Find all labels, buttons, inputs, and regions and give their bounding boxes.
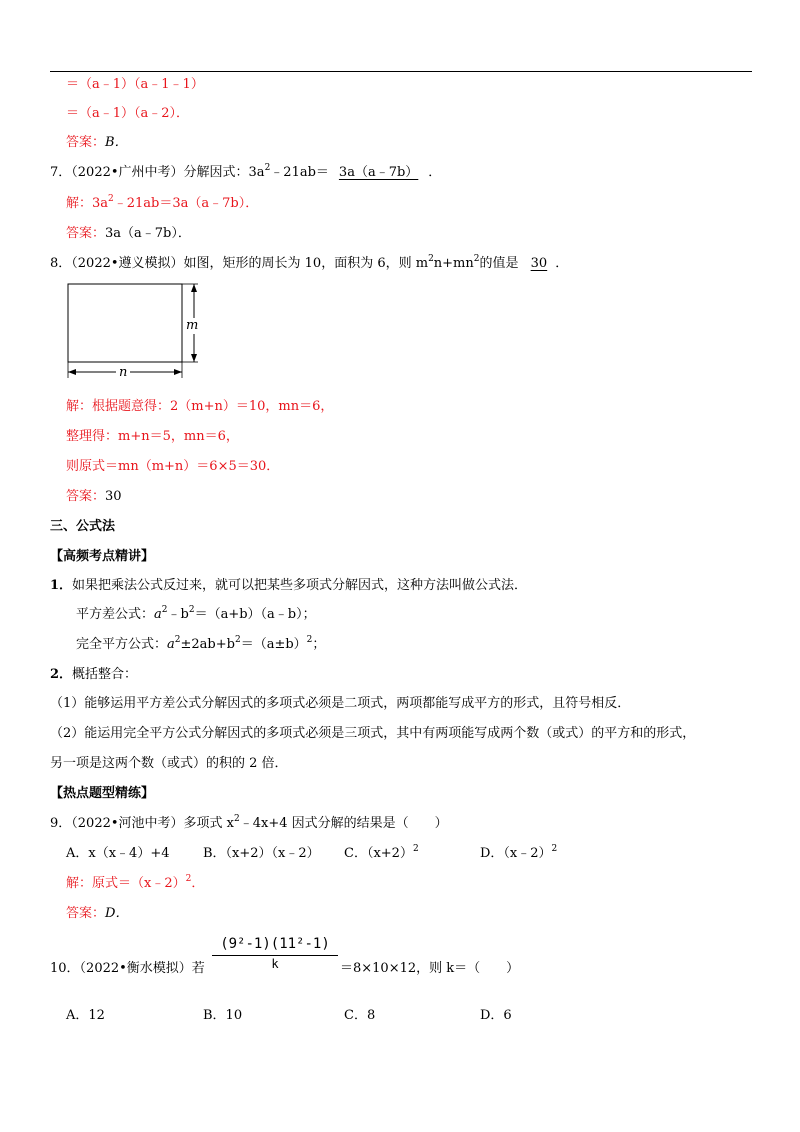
subsection-heading: 【高频考点精讲】	[50, 549, 155, 564]
question-8	[50, 256, 568, 272]
question-7	[50, 165, 441, 181]
formula: ；	[312, 637, 326, 652]
question-text: （2022•广州中考）分解因式：3a	[71, 165, 265, 180]
answer-value: B．	[105, 135, 128, 150]
solution-text: 解：3a	[66, 196, 109, 211]
answer-line	[66, 906, 128, 922]
answer-label: 答案：	[66, 135, 106, 150]
formula: a	[154, 607, 162, 622]
formula: ±2ab+b	[180, 637, 235, 652]
answer-value: 3a（a﹣7b）．	[105, 226, 191, 241]
solution-text: 解：原式＝（x﹣2）	[66, 876, 186, 891]
label-m: m	[186, 318, 199, 333]
question-text: 8．（2022•遵义模拟）如图，矩形的周长为 10，面积为 6，则 m	[50, 256, 429, 271]
header-rule	[50, 71, 752, 72]
formula-line	[76, 637, 325, 653]
option-text: D．（x﹣2）	[480, 846, 552, 861]
question-text: n+mn	[433, 256, 474, 271]
solution-line: 整理得：m+n＝5，mn＝6，	[66, 429, 239, 444]
section-heading: 三、公式法	[50, 519, 116, 534]
superscript: 2	[108, 194, 114, 204]
formula-label: 平方差公式：	[76, 607, 155, 622]
formula: a	[167, 637, 175, 652]
fraction-denominator: k	[271, 957, 279, 971]
answer-blank: 30	[530, 256, 548, 271]
question-text: ．	[428, 165, 442, 180]
subsection-heading: 【热点题型精练】	[50, 786, 155, 801]
solution-text: ﹣21ab＝3a（a﹣7b）．	[113, 196, 259, 211]
answer-blank: 3a（a﹣7b）	[338, 165, 419, 180]
solution-text: ．	[191, 876, 205, 891]
option-a[interactable]: A．x（x﹣4）+4	[66, 846, 170, 861]
solution-line: 则原式＝mn（m+n）＝6×5＝30．	[66, 459, 280, 474]
superscript: 2	[264, 163, 271, 173]
label-n: n	[116, 365, 130, 381]
paragraph-text: 概括整合：	[72, 667, 138, 682]
superscript: 2	[306, 635, 313, 645]
question-text: ﹣4x+4 因式分解的结果是（ ）	[239, 816, 448, 831]
option-text: C．（x+2）	[344, 846, 413, 861]
paragraph: （2）能运用完全平方公式分解因式的多项式必须是三项式，其中有两项能写成两个数（或式）的平方和的形式，	[50, 726, 696, 741]
formula: ﹣b	[167, 607, 189, 622]
option-d[interactable]: D．6	[480, 1008, 512, 1023]
formula-line	[76, 607, 316, 623]
paragraph: 另一项是这两个数（或式）的积的 2 倍．	[50, 756, 288, 771]
solution-line	[66, 876, 204, 892]
paragraph-text: 如果把乘法公式反过来，就可以把某些多项式分解因式，这种方法叫做公式法．	[72, 578, 528, 593]
superscript: 2	[161, 605, 168, 615]
superscript: 2	[473, 254, 480, 264]
answer-line	[66, 135, 128, 151]
superscript: 2	[174, 635, 181, 645]
option-b[interactable]: B．（x+2）（x﹣2）	[203, 846, 320, 861]
option-a[interactable]: A．12	[66, 1008, 105, 1023]
superscript: 2	[428, 254, 434, 264]
option-b[interactable]: B．10	[203, 1008, 243, 1023]
question-10-prefix: 10．（2022•衡水模拟）若	[50, 961, 205, 976]
solution-line	[66, 196, 258, 212]
solution-line: ＝（a﹣1）（a﹣1﹣1）	[66, 77, 204, 92]
superscript: 2	[234, 635, 241, 645]
fraction-numerator: (9²-1)(11²-1)	[220, 936, 330, 952]
paragraph: （1）能够运用平方差公式分解因式的多项式必须是二项式，两项都能写成平方的形式，且符号相反．	[50, 696, 631, 711]
question-text: ．	[555, 256, 569, 271]
answer-label: 答案：	[66, 489, 106, 504]
option-c[interactable]: C．8	[344, 1008, 376, 1023]
superscript: 2	[234, 814, 240, 824]
answer-value: 30	[105, 489, 122, 504]
answer-label: 答案：	[66, 906, 106, 921]
formula-label: 完全平方公式：	[76, 637, 168, 652]
superscript: 2	[412, 844, 419, 854]
solution-line: ＝（a﹣1）（a﹣2）．	[66, 106, 190, 121]
formula: ＝（a±b）	[240, 637, 307, 652]
paragraph	[50, 578, 527, 594]
question-text: ﹣21ab＝	[270, 165, 329, 180]
solution-line: 解：根据题意得：2（m+n）＝10，mn＝6，	[66, 399, 334, 414]
question-text: 的值是	[479, 256, 523, 271]
superscript: 2	[185, 874, 192, 884]
item-number: 2．	[50, 667, 73, 682]
question-number: 7．	[50, 165, 72, 180]
question-10-suffix: ＝8×10×12，则 k＝（ ）	[340, 961, 520, 976]
answer-line	[66, 226, 191, 242]
question-text: 9．（2022•河池中考）多项式 x	[50, 816, 234, 831]
option-d[interactable]	[480, 846, 557, 862]
superscript: 2	[188, 605, 195, 615]
option-c[interactable]	[344, 846, 419, 862]
question-9	[50, 816, 448, 832]
answer-value: D．	[105, 906, 129, 921]
item-number: 1．	[50, 578, 73, 593]
answer-line	[66, 489, 122, 505]
paragraph	[50, 667, 137, 683]
answer-label: 答案：	[66, 226, 106, 241]
superscript: 2	[551, 844, 558, 854]
fraction-bar	[212, 955, 338, 956]
formula: ＝（a+b）（a﹣b）；	[194, 607, 316, 622]
